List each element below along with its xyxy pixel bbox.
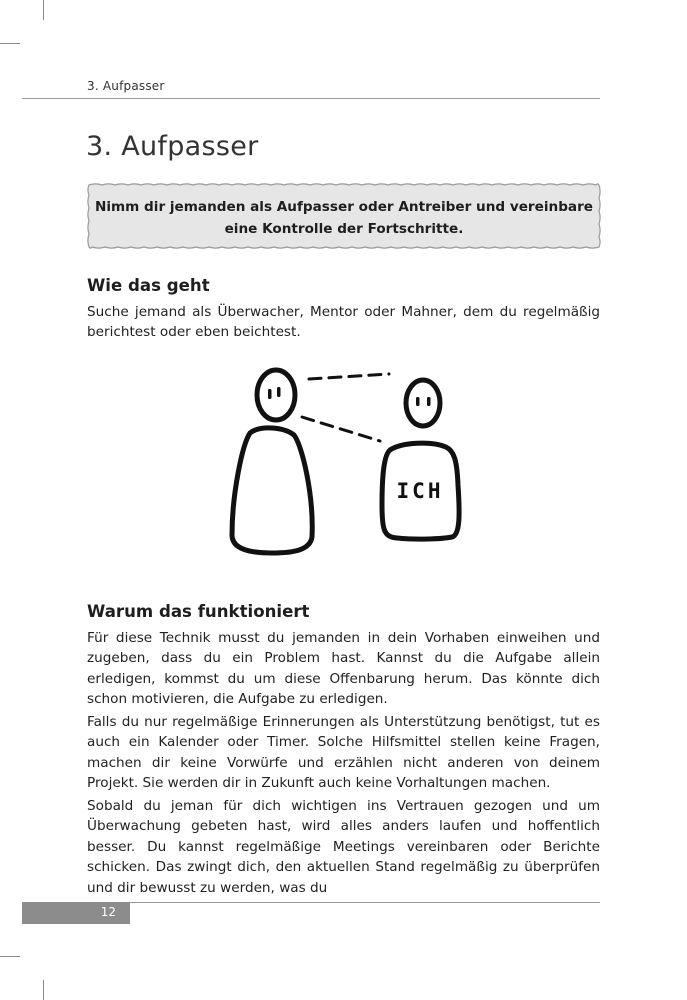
ich-eye-right [427,397,431,406]
section2-paragraph-2: Falls du nur regelmäßige Erinnerungen als Unterstützung benötigst, tut es auch ein Kalender oder Timer. Solche Hilfsmittel stellen keine Fragen, machen dir keine Vorwürfe und erzählen nicht anderen von deinem Projekt. Sie werden dir in Zukunft auch keine Vorhaltungen machen. [87,714,600,792]
callout-box [86,182,602,250]
callout-text [86,196,602,240]
callout-line-1: Nimm dir jemanden als Aufpasser oder Antreiber und vereinbare [94,199,594,215]
crop-mark-top-horizontal [0,43,20,44]
gaze-line-lower [302,417,380,441]
gaze-line-upper [309,374,389,379]
running-head: 3. Aufpasser [87,79,165,93]
mentor-eye-right [277,387,281,397]
section-heading-warum: Warum das funktioniert [87,602,310,621]
section2-paragraph-3: Sobald du jeman für dich wichtigen ins Vertrauen gezogen und um Überwachung gebeten hast, wird alles anders laufen und hoffentlich besser. Du kannst regelmäßige Meetings vereinbaren oder Berichte schicken. Das zwingt dich, den aktuellen Stand regelmäßig zu überprüfen und dir bewusst zu werden, was du [87,798,600,896]
mentor-body [232,428,312,553]
section1-paragraph: Suche jemand als Überwacher, Mentor oder Mahner, dem du regelmäßig berichtest oder eben beichtest. [87,304,600,341]
section-heading-wie-das-geht: Wie das geht [87,276,210,295]
chapter-title: 3. Aufpasser [86,131,259,162]
mentor-head [257,370,295,420]
ich-label: ICH [396,479,444,503]
section2-paragraph-1: Für diese Technik musst du jemanden in dein Vorhaben einweihen und zugeben, dass du ein Problem hast. Kannst du die Aufgabe allein erledigen, kommst du um diese Offenbarung herum. Das könnte dich schon motivieren, die Aufgabe zu erledigen. [87,630,600,708]
mentor-eye-left [268,389,272,399]
mentor-illustration [222,355,472,560]
page-number: 12 [100,905,116,919]
crop-mark-top-vertical [43,0,44,20]
header-rule [22,98,600,99]
ich-eye-left [416,397,420,406]
ich-head [406,380,440,426]
crop-mark-bottom-vertical [43,980,44,1000]
callout-line-2: eine Kontrolle der Fortschritte. [224,221,464,237]
crop-mark-bottom-horizontal [0,956,20,957]
page-number-tab [22,902,130,924]
